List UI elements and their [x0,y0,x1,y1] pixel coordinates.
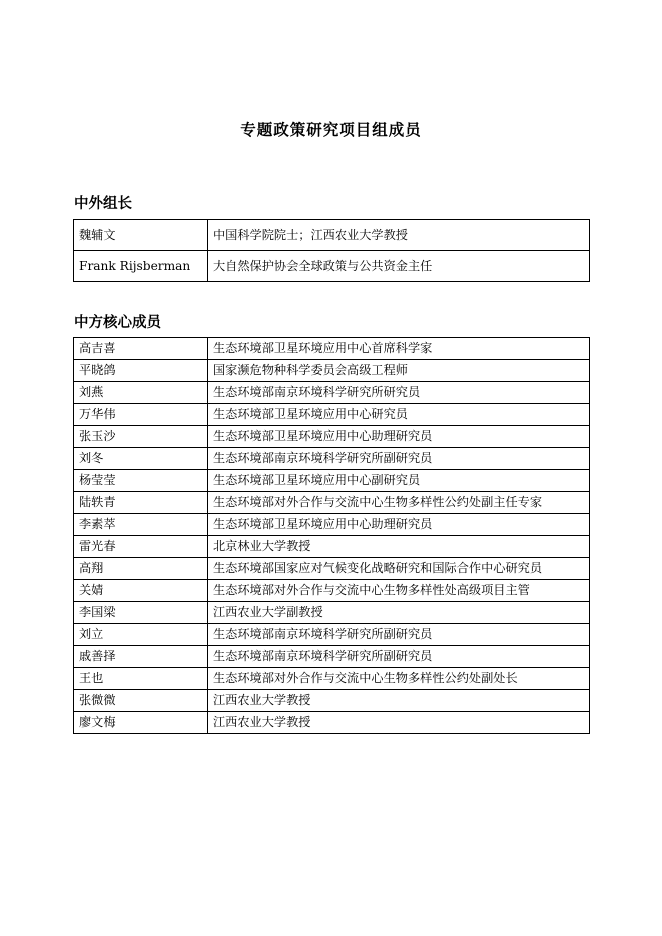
member-role: 生态环境部南京环境科学研究所副研究员 [208,624,590,646]
member-name: 高翔 [74,558,208,580]
table-row [74,492,590,514]
table-row [74,514,590,536]
table-row [74,690,590,712]
table-row [74,624,590,646]
member-name: 雷光春 [74,536,208,558]
member-role: 中国科学院院士；江西农业大学教授 [208,220,590,251]
member-name: 刘立 [74,624,208,646]
table-row [74,448,590,470]
member-role: 江西农业大学教授 [208,712,590,734]
member-name: 平晓鸽 [74,360,208,382]
section-heading-core-members: 中方核心成员 [74,315,161,331]
section-heading-leaders: 中外组长 [74,196,132,212]
member-role: 大自然保护协会全球政策与公共资金主任 [208,251,590,282]
table-row [74,426,590,448]
member-name: 廖文梅 [74,712,208,734]
member-role: 生态环境部国家应对气候变化战略研究和国际合作中心研究员 [208,558,590,580]
member-name: 戚善择 [74,646,208,668]
member-name: 魏辅文 [74,220,208,251]
table-row [74,360,590,382]
member-role: 江西农业大学教授 [208,690,590,712]
member-name: Frank Rijsberman [74,251,208,282]
member-name: 杨莹莹 [74,470,208,492]
member-name: 刘燕 [74,382,208,404]
member-name: 刘冬 [74,448,208,470]
table-row [74,580,590,602]
table-row [74,646,590,668]
member-name: 李国梁 [74,602,208,624]
member-name: 张微微 [74,690,208,712]
member-role: 生态环境部南京环境科学研究所副研究员 [208,646,590,668]
member-role: 江西农业大学副教授 [208,602,590,624]
table-row [74,382,590,404]
table-row [74,338,590,360]
member-name: 李素萃 [74,514,208,536]
page-title: 专题政策研究项目组成员 [240,120,422,139]
member-name: 张玉沙 [74,426,208,448]
member-role: 生态环境部卫星环境应用中心助理研究员 [208,426,590,448]
member-role: 生态环境部卫星环境应用中心首席科学家 [208,338,590,360]
table-row [74,251,590,282]
table-row [74,404,590,426]
member-role: 生态环境部对外合作与交流中心生物多样性处高级项目主管 [208,580,590,602]
member-role: 北京林业大学教授 [208,536,590,558]
member-role: 生态环境部对外合作与交流中心生物多样性公约处副主任专家 [208,492,590,514]
member-role: 生态环境部南京环境科学研究所研究员 [208,382,590,404]
member-role: 生态环境部对外合作与交流中心生物多样性公约处副处长 [208,668,590,690]
table-row [74,712,590,734]
table-row [74,220,590,251]
member-name: 王也 [74,668,208,690]
member-role: 生态环境部南京环境科学研究所副研究员 [208,448,590,470]
member-role: 国家濒危物种科学委员会高级工程师 [208,360,590,382]
table-row [74,558,590,580]
member-role: 生态环境部卫星环境应用中心研究员 [208,404,590,426]
member-role: 生态环境部卫星环境应用中心副研究员 [208,470,590,492]
member-name: 陆轶青 [74,492,208,514]
member-name: 高吉喜 [74,338,208,360]
member-name: 万华伟 [74,404,208,426]
table-row [74,470,590,492]
member-role: 生态环境部卫星环境应用中心助理研究员 [208,514,590,536]
member-name: 关婧 [74,580,208,602]
table-row [74,602,590,624]
table-row [74,668,590,690]
core-members-table [73,337,590,734]
table-row [74,536,590,558]
leaders-table [73,219,590,282]
